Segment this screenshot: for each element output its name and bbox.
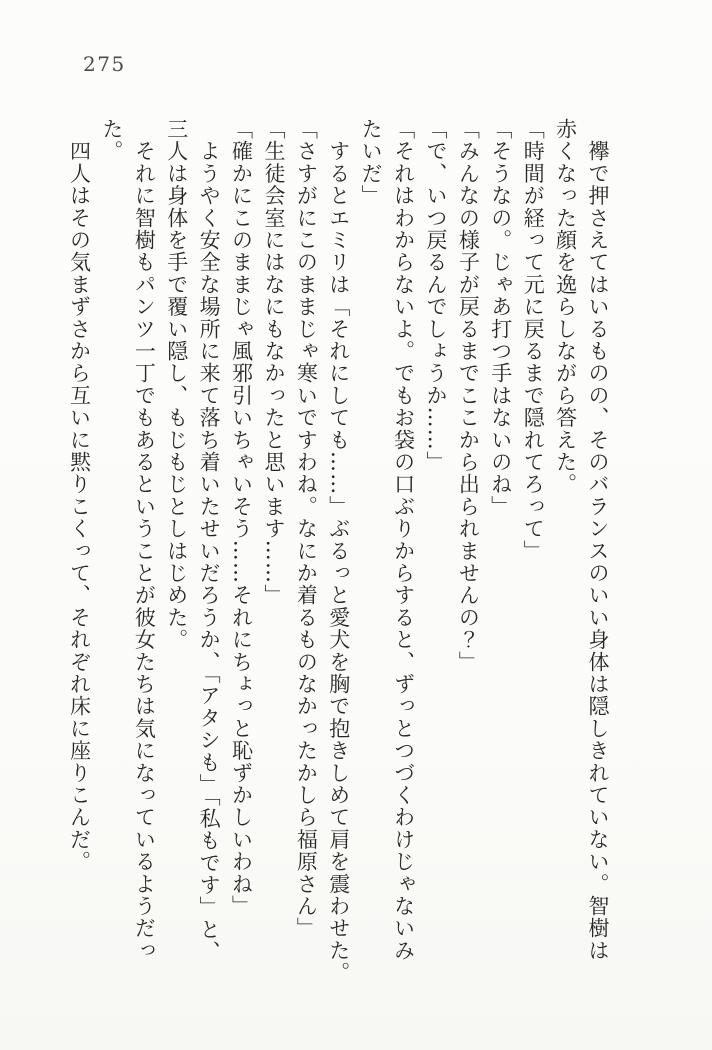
text-line: た。 [99,118,124,163]
vertical-text-block [63,118,614,984]
text-line: 「確かにこのままじゃ風邪引いちゃいそう……それにちょっと恥ずかしいわね」 [229,118,254,918]
text-line: 「そうなの。じゃあ打つ手はないのね」 [488,118,513,518]
text-line: 赤くなった顔を逸らしながら答えた。 [553,118,578,496]
page-number: 275 [83,52,126,76]
text-line: 「みんなの様子が戻るまでここから出られませんの？」 [456,118,481,673]
text-line: 「で、いつ戻るんでしょうか……」 [423,118,448,474]
text-line: たいだ」 [359,118,384,207]
text-line: ようやく安全な場所に来て落ち着いたせいだろうか、「アタシも」「私もです」と、 [197,118,222,963]
text-line: 「さすがにこのままじゃ寒いですわね。なにか着るものなかったかしら福原さん」 [294,118,319,940]
text-line: するとエミリは「それにしても……」ぶるっと愛犬を胸で抱きしめて肩を震わせた。 [326,118,351,984]
text-line: 四人はその気まずさから互いに黙りこくって、それぞれ床に座りこんだ。 [67,118,92,873]
text-line: 三人は身体を手で覆い隠し、もじもじとしはじめた。 [164,118,189,651]
text-line: 「時間が経って元に戻るまで隠れてろって」 [521,118,546,562]
text-line: 「それはわからないよ。でもお袋の口ぶりからすると、ずっとつづくわけじゃないみ [391,118,416,962]
text-line: 襷で押さえてはいるものの、そのバランスのいい身体は隠しきれていない。智樹は [586,118,610,962]
text-line: それに智樹もパンツ一丁でもあるということが彼女たちは気になっているようだっ [132,118,157,962]
text-line: 「生徒会室にはなにもなかったと思います……」 [261,118,286,607]
